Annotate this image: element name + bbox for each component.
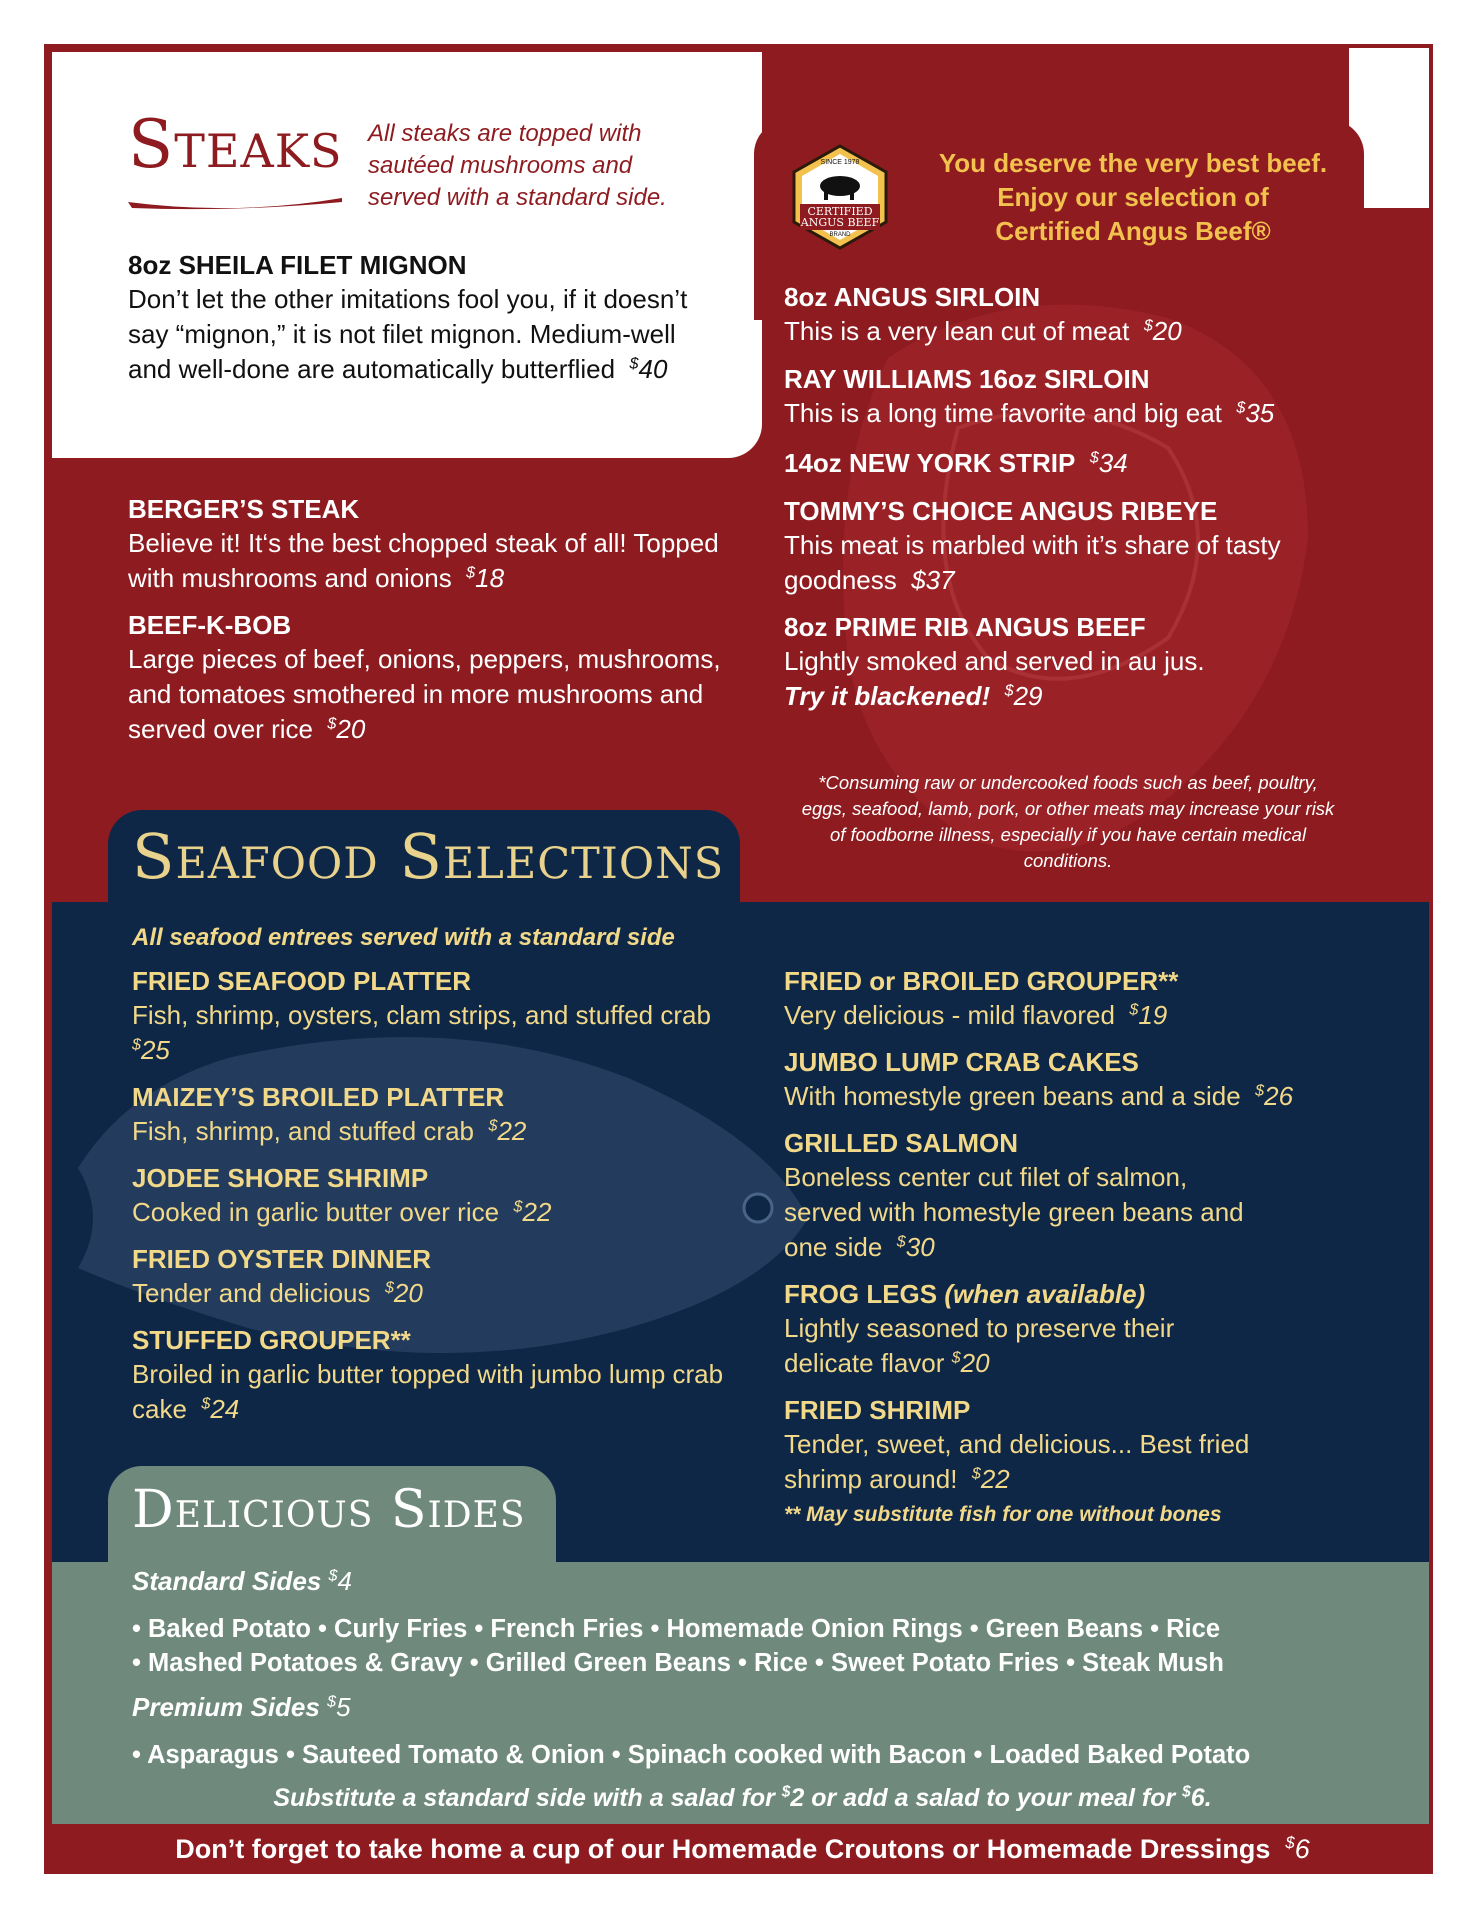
item-desc: Very delicious - mild flavored $19 <box>784 1000 1168 1030</box>
seafood-item <box>784 964 1384 1033</box>
item-name: 14oz NEW YORK STRIP $34 <box>784 448 1128 478</box>
angus-item <box>784 446 1384 480</box>
steak-item <box>128 492 728 596</box>
item-name: BEEF-K-BOB <box>128 610 292 640</box>
item-desc: This is a long time favorite and big eat $35 <box>784 398 1275 428</box>
standard-sides-label: Standard Sides $4 <box>132 1566 352 1596</box>
item-name: FRIED SEAFOOD PLATTER <box>132 966 471 996</box>
item-name: RAY WILLIAMS 16oz SIRLOIN <box>784 364 1150 394</box>
angus-item <box>784 280 1384 349</box>
seafood-note: All seafood entrees served with a standard side <box>132 924 675 951</box>
item-name: 8oz PRIME RIB ANGUS BEEF <box>784 612 1146 642</box>
angus-item <box>784 362 1384 431</box>
item-name: STUFFED GROUPER** <box>132 1325 411 1355</box>
premium-sides-label: Premium Sides $5 <box>132 1692 351 1722</box>
seafood-item <box>784 1045 1384 1114</box>
seafood-right-column <box>784 964 1384 1527</box>
headline-line: You deserve the very best beef. <box>938 148 1328 178</box>
headline-line: Enjoy our selection of <box>997 182 1269 212</box>
item-name: GRILLED SALMON <box>784 1128 1018 1158</box>
seafood-item <box>784 1126 1254 1265</box>
item-desc: Large pieces of beef, onions, peppers, mushrooms, and tomatoes smothered in more mushrooms and served over rice $20 <box>128 644 721 744</box>
item-name: FROG LEGS (when available) <box>784 1279 1146 1309</box>
item-desc: Fish, shrimp, oysters, clam strips, and stuffed crab $25 <box>132 1000 711 1065</box>
item-desc: Broiled in garlic butter topped with jumbo lump crab cake $24 <box>132 1359 724 1424</box>
seafood-footnote: ** May substitute fish for one without bones <box>784 1503 1222 1526</box>
badge-text <box>788 206 892 228</box>
item-name: TOMMY’S CHOICE ANGUS RIBEYE <box>784 496 1218 526</box>
seafood-item <box>132 1242 732 1311</box>
item-name: 8oz SHEILA FILET MIGNON <box>128 250 467 280</box>
badge-line1: CERTIFIED <box>807 205 873 218</box>
premium-sides-line: • Asparagus • Sauteed Tomato & Onion • Spinach cooked with Bacon • Loaded Baked Potato <box>132 1741 1251 1769</box>
seafood-item <box>784 1393 1324 1497</box>
item-desc: This meat is marbled with it’s share of tasty goodness $37 <box>784 530 1281 595</box>
badge-top-text: SINCE 1978 <box>820 159 860 166</box>
salad-substitute-note: Substitute a standard side with a salad for $2 or add a salad to your meal for $6. <box>273 1783 1212 1812</box>
seafood-title: Seafood Selections <box>132 820 725 893</box>
badge-bottom-text: BRAND <box>829 232 851 238</box>
item-name: FRIED OYSTER DINNER <box>132 1244 432 1274</box>
item-desc: Cooked in garlic butter over rice $22 <box>132 1197 552 1227</box>
steaks-note: All steaks are topped with sautéed mushrooms and served with a standard side. <box>368 120 667 211</box>
item-desc: Fish, shrimp, and stuffed crab $22 <box>132 1116 527 1146</box>
headline-line: Certified Angus Beef® <box>995 216 1271 246</box>
item-desc: Believe it! It‘s the best chopped steak of all! Topped with mushrooms and onions $18 <box>128 528 719 593</box>
item-desc: Don’t let the other imitations fool you, if it doesn’t say “mignon,” it is not filet mignon. Medium-well and well-done are automatically butterflied $40 <box>128 284 688 384</box>
seafood-left-column <box>132 964 732 1427</box>
steak-item <box>128 608 728 747</box>
badge-line2: ANGUS BEEF <box>800 216 880 229</box>
footer-text: Don’t forget to take home a cup of our Homemade Croutons or Homemade Dressings $6 <box>175 1833 1310 1864</box>
item-name: BERGER’S STEAK <box>128 494 360 524</box>
sides-title: Delicious Sides <box>132 1480 526 1540</box>
health-disclaimer: *Consuming raw or undercooked foods such as beef, poultry, eggs, seafood, lamb, pork, or other meats may increase your risk of foodborne illness, especially if you have certain medical conditions. <box>801 772 1335 871</box>
item-desc: Tender, sweet, and delicious... Best fried shrimp around! $22 <box>784 1429 1250 1494</box>
item-name: FRIED or BROILED GROUPER** <box>784 966 1179 996</box>
seafood-item <box>132 1323 732 1427</box>
item-name: JODEE SHORE SHRIMP <box>132 1163 429 1193</box>
item-name: 8oz ANGUS SIRLOIN <box>784 282 1041 312</box>
standard-sides-line-1: • Baked Potato • Curly Fries • French Fries • Homemade Onion Rings • Green Beans • Rice <box>132 1615 1221 1643</box>
item-desc: Tender and delicious $20 <box>132 1278 423 1308</box>
item-extra: Try it blackened! $29 <box>784 681 1043 711</box>
title-swash <box>126 194 344 212</box>
seafood-item <box>784 1277 1254 1381</box>
item-desc: Boneless center cut filet of salmon, served with homestyle green beans and one side $30 <box>784 1162 1244 1262</box>
item-desc: Lightly smoked and served in au jus. <box>784 646 1205 676</box>
seafood-item <box>132 964 732 1068</box>
item-name: JUMBO LUMP CRAB CAKES <box>784 1047 1139 1077</box>
certified-angus-badge <box>788 144 892 252</box>
angus-item <box>784 610 1384 714</box>
angus-item <box>784 494 1364 598</box>
menu-frame <box>44 44 1433 1874</box>
seafood-item <box>132 1080 732 1149</box>
item-desc: Lightly seasoned to preserve their delicate flavor $20 <box>784 1313 1175 1378</box>
item-name: FRIED SHRIMP <box>784 1395 971 1425</box>
angus-headline <box>898 146 1368 248</box>
steaks-title: Steaks <box>128 106 343 183</box>
standard-sides-line-2: • Mashed Potatoes & Gravy • Grilled Green Beans • Rice • Sweet Potato Fries • Steak Mush <box>132 1649 1224 1677</box>
steak-item <box>128 248 708 387</box>
seafood-item <box>132 1161 732 1230</box>
item-name: MAIZEY’S BROILED PLATTER <box>132 1082 505 1112</box>
item-desc: This is a very lean cut of meat $20 <box>784 316 1182 346</box>
item-desc: With homestyle green beans and a side $26 <box>784 1081 1294 1111</box>
